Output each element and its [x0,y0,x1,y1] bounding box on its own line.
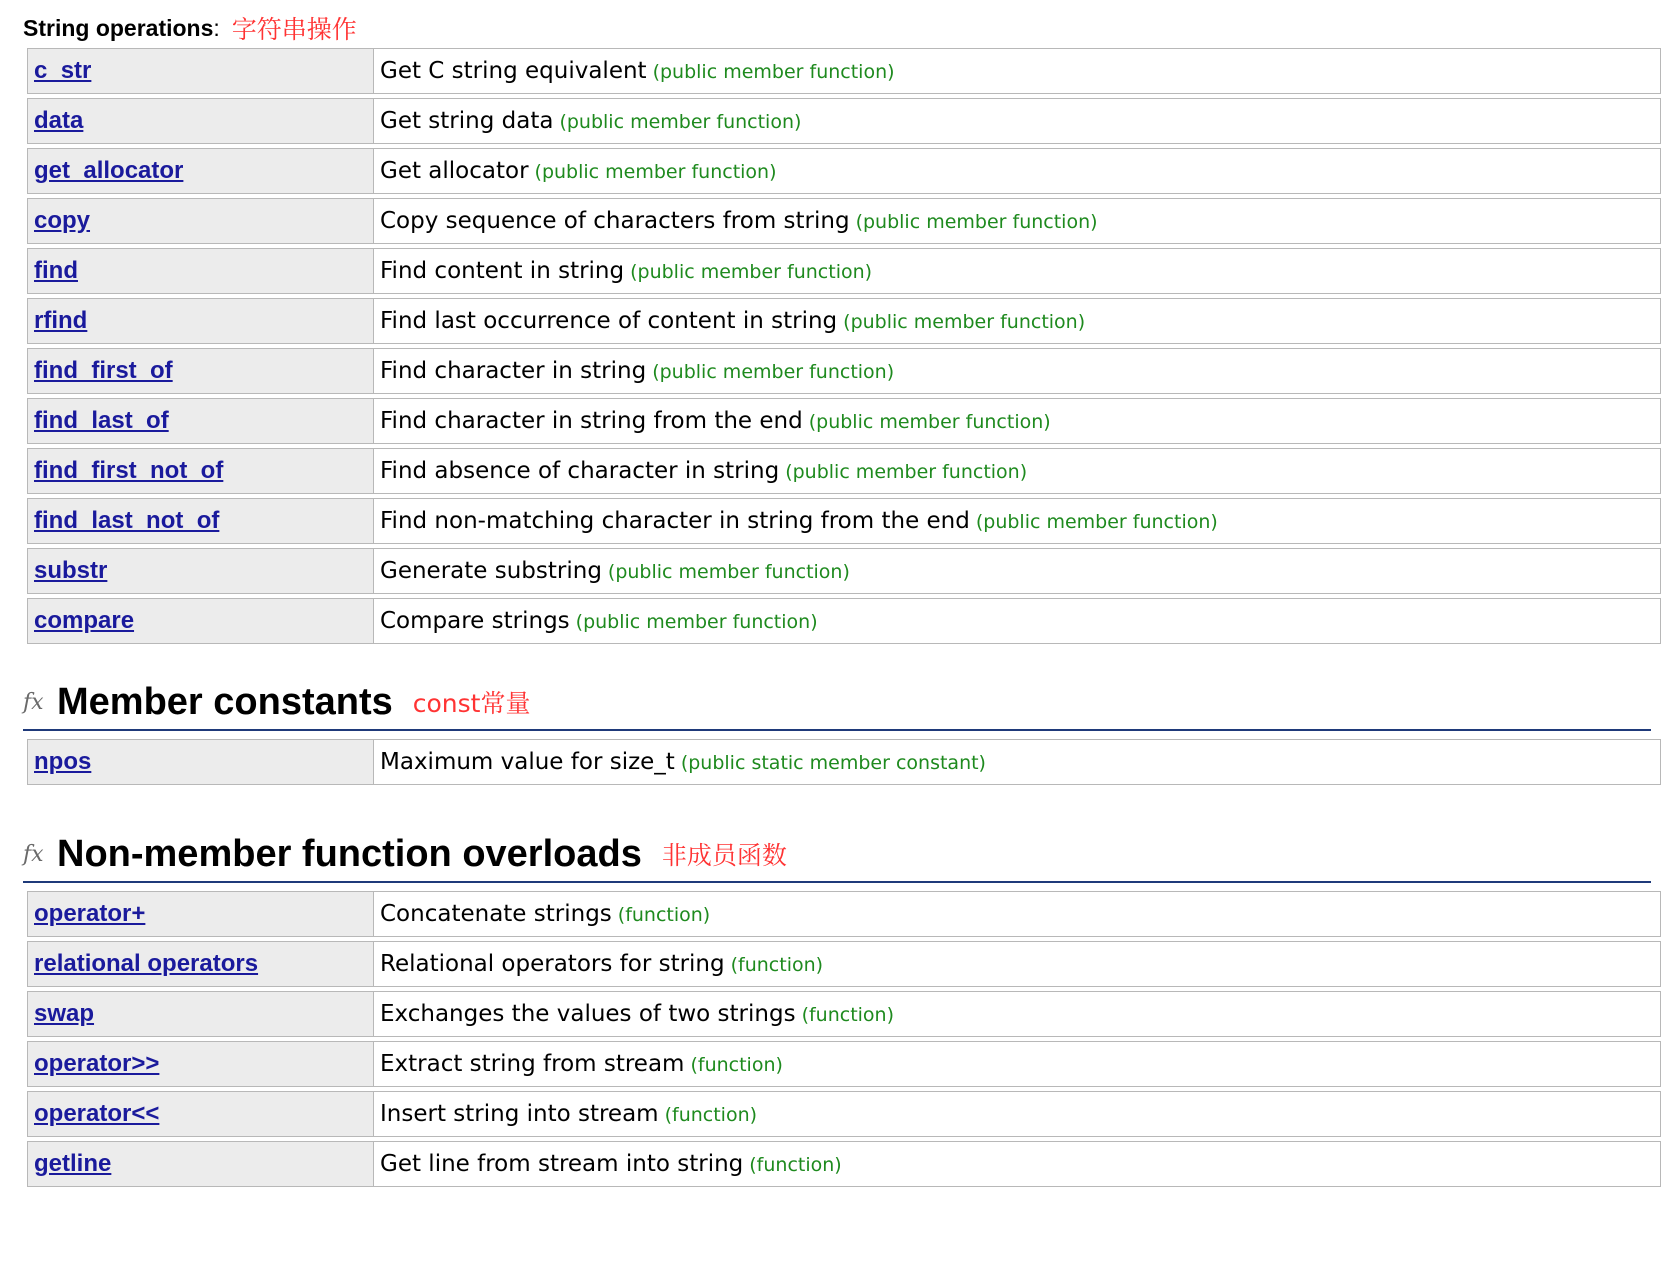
member-link[interactable]: swap [34,1000,95,1027]
member-kind-label: (public member function) [785,461,1028,483]
table-row [27,48,1661,94]
member-name-cell [27,198,373,244]
description-text: Extract string from stream [380,1051,685,1077]
description-cell [373,248,1661,294]
table-row [27,598,1661,644]
description-cell [373,891,1661,937]
description-text: Find absence of character in string [380,458,780,484]
member-link[interactable]: copy [34,207,91,234]
member-constants-table [27,735,1661,789]
member-constants-header [23,676,530,728]
member-kind-label: (function) [801,1004,895,1026]
table-row [27,198,1661,244]
string-operations-note: 字符串操作 [231,15,357,44]
member-name-cell [27,448,373,494]
member-link[interactable]: find_last_not_of [34,507,220,534]
description-text: Find character in string [380,358,647,384]
string-operations-label: String operations [23,14,214,41]
table-row [27,1091,1661,1137]
non-member-overloads-note: 非成员函数 [661,841,787,870]
member-kind-label: (public member function) [808,411,1051,433]
description-text: Find non-matching character in string from the end [380,508,970,534]
member-constants-title: Member constants [57,680,393,723]
table-row [27,991,1661,1037]
member-link[interactable]: operator+ [34,900,146,927]
description-cell [373,448,1661,494]
string-operations-table [27,44,1661,648]
description-text: Find content in string [380,258,625,284]
description-text: Get allocator [380,158,529,184]
member-link[interactable]: compare [34,607,135,634]
description-text: Get C string equivalent [380,58,647,84]
table-row [27,1041,1661,1087]
member-name-cell [27,498,373,544]
non-member-overloads-title: Non-member function overloads [57,832,642,875]
member-link[interactable]: operator<< [34,1100,160,1127]
description-cell [373,48,1661,94]
member-kind-label: (function) [664,1104,758,1126]
member-link[interactable]: relational operators [34,950,259,977]
member-kind-label: (public member function) [652,361,895,383]
description-cell [373,941,1661,987]
description-text: Find last occurrence of content in string [380,308,838,334]
member-name-cell [27,298,373,344]
member-link[interactable]: substr [34,557,108,584]
member-constants-note: const常量 [412,689,531,718]
description-cell [373,148,1661,194]
description-text: Insert string into stream [380,1101,659,1127]
member-name-cell [27,348,373,394]
member-link[interactable]: operator>> [34,1050,160,1077]
description-cell [373,1141,1661,1187]
description-text: Concatenate strings [380,901,612,927]
member-kind-label: (function) [690,1054,783,1076]
description-cell [373,198,1661,244]
table-row [27,548,1661,594]
description-cell [373,1041,1661,1087]
description-cell [373,1091,1661,1137]
member-kind-label: (public member function) [534,161,777,183]
member-name-cell [27,48,373,94]
description-text: Compare strings [380,608,570,634]
description-text: Maximum value for size_t [380,749,675,775]
member-link[interactable]: rfind [34,307,88,334]
string-operations-header [23,8,357,48]
description-text: Get string data [380,108,554,134]
member-name-cell [27,548,373,594]
description-text: Copy sequence of characters from string [380,208,850,234]
description-cell [373,98,1661,144]
string-operations-colon: : [213,14,220,41]
table-row [27,448,1661,494]
member-kind-label: (public member function) [975,511,1218,533]
member-kind-label: (function) [730,954,824,976]
table-row [27,941,1661,987]
member-kind-label: (public static member constant) [680,752,986,774]
member-name-cell [27,98,373,144]
member-kind-label: (public member function) [559,111,802,133]
member-constants-rule [23,729,1651,731]
description-text: Relational operators for string [380,951,725,977]
member-link[interactable]: find [34,257,78,284]
member-name-cell [27,598,373,644]
member-link[interactable]: npos [34,748,92,775]
member-link[interactable]: getline [34,1150,112,1177]
member-link[interactable]: find_first_not_of [34,457,224,484]
member-kind-label: (function) [617,904,711,926]
fx-icon: fx [23,841,44,867]
member-name-cell [27,891,373,937]
description-cell [373,548,1661,594]
non-member-overloads-table [27,887,1661,1191]
non-member-overloads-rule [23,881,1651,883]
table-row [27,248,1661,294]
member-kind-label: (public member function) [855,211,1098,233]
member-link[interactable]: data [34,107,84,134]
member-kind-label: (function) [749,1154,842,1176]
table-row [27,891,1661,937]
description-cell [373,348,1661,394]
member-name-cell [27,991,373,1037]
member-kind-label: (public member function) [652,61,895,83]
description-text: Generate substring [380,558,602,584]
fx-icon: fx [23,689,44,715]
member-kind-label: (public member function) [575,611,818,633]
member-name-cell [27,739,373,785]
member-name-cell [27,1041,373,1087]
member-name-cell [27,398,373,444]
member-kind-label: (public member function) [843,311,1086,333]
member-link[interactable]: find_last_of [34,407,169,434]
table-row [27,148,1661,194]
table-row [27,739,1661,785]
table-row [27,498,1661,544]
member-name-cell [27,248,373,294]
description-text: Find character in string from the end [380,408,803,434]
member-kind-label: (public member function) [630,261,873,283]
member-link[interactable]: c_str [34,57,92,84]
description-cell [373,739,1661,785]
member-kind-label: (public member function) [607,561,850,583]
description-cell [373,991,1661,1037]
table-row [27,298,1661,344]
description-cell [373,498,1661,544]
member-link[interactable]: get_allocator [34,157,184,184]
table-row [27,398,1661,444]
description-cell [373,398,1661,444]
table-row [27,98,1661,144]
member-name-cell [27,1141,373,1187]
table-row [27,1141,1661,1187]
member-name-cell [27,941,373,987]
description-cell [373,598,1661,644]
non-member-overloads-header [23,828,787,880]
member-link[interactable]: find_first_of [34,357,173,384]
description-text: Exchanges the values of two strings [380,1001,796,1027]
member-name-cell [27,1091,373,1137]
description-text: Get line from stream into string [380,1151,744,1177]
member-name-cell [27,148,373,194]
description-cell [373,298,1661,344]
table-row [27,348,1661,394]
